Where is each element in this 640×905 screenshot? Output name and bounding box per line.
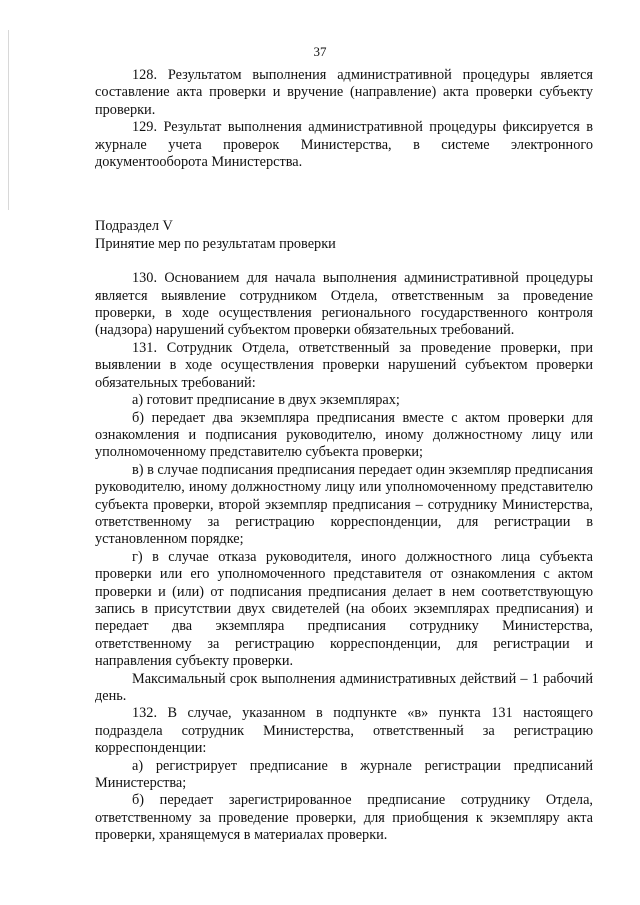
paragraph-131-v: в) в случае подписания предписания передает один экземпляр предписания руководителю, иному должностному лицу или уполномоченному представителю субъекта проверки, второй экземпляр предписания – сотруднику Министерства, ответственному за регистрацию корреспонденции, для регистрации в установленном порядке; (95, 461, 593, 548)
paragraph-131-a: а) готовит предписание в двух экземплярах; (132, 392, 400, 409)
paragraph-132-a: а) регистрирует предписание в журнале регистрации предписаний Министерства; (95, 757, 593, 792)
paragraph-131-g: г) в случае отказа руководителя, иного должностного лица субъекта проверки или его уполномоченного представителя от ознакомления с актом проверки и (или) от подписания предписания делает в нем соответствующую запись в присутствии двух свидетелей (на обоих экземплярах предписания) и передает два экземпляра предписания сотруднику Министерства, ответственному за регистрацию корреспонденции, для регистрации и направления субъекту проверки. (95, 548, 593, 670)
paragraph-132-b: б) передает зарегистрированное предписание сотруднику Отдела, ответственному за проведение проверки, для приобщения к экземпляру акта проверки, хранящемуся в материалах проверки. (95, 792, 593, 844)
paragraph-130: 130. Основанием для начала выполнения административной процедуры является выявление сотрудником Отдела, ответственным за проведение проверки, в ходе осуществления регионального государственного контроля (надзора) нарушений субъектом проверки обязательных требований. (95, 270, 593, 339)
page-number: 37 (313, 44, 327, 59)
spacer (95, 253, 593, 270)
paragraph-131: 131. Сотрудник Отдела, ответственный за проведение проверки, при выявлении в ходе осуществления проверки нарушений субъектом проверки обязательных требований: (95, 339, 593, 391)
paragraph-129: 129. Результат выполнения административной процедуры фиксируется в журнале учета проверок Министерства, в системе электронного документооборота Министерства. (95, 119, 593, 171)
paragraph-131-b: б) передает два экземпляра предписания вместе с актом проверки для ознакомления и подписания руководителю, иному должностному лицу или уполномоченному представителю субъекта проверки; (95, 409, 593, 461)
paragraph-128: 128. Результатом выполнения административной процедуры является составление акта проверки и вручение (направление) акта проверки субъекту проверки. (95, 67, 593, 118)
paragraph-131-max-term: Максимальный срок выполнения административных действий – 1 рабочий день. (95, 670, 593, 704)
subsection-title: Подраздел V (95, 218, 173, 235)
document-body (95, 67, 593, 845)
subsection-name: Принятие мер по результатам проверки (95, 235, 336, 252)
paragraph-132: 132. В случае, указанном в подпункте «в» пункта 131 настоящего подраздела сотрудник Министерства, ответственный за регистрацию корреспонденции: (95, 705, 593, 757)
spacer (95, 171, 593, 218)
